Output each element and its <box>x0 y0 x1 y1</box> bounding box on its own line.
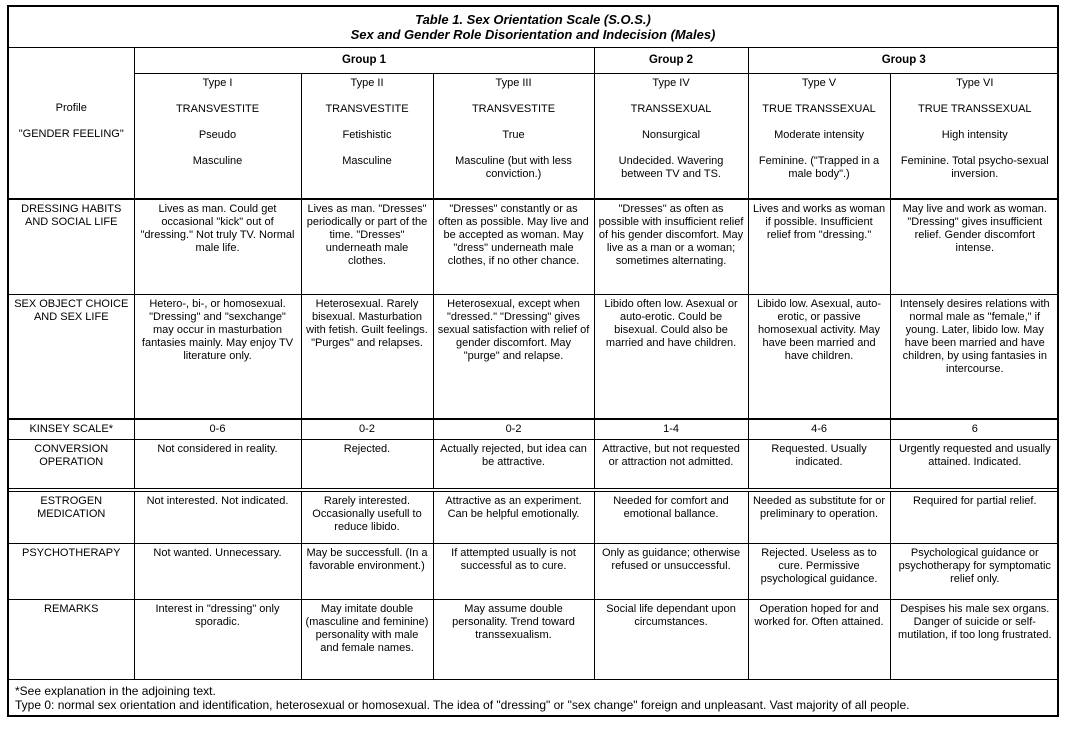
type-label: Type V <box>801 76 837 89</box>
table-title-line2: Sex and Gender Role Disorientation and Indecision (Males) <box>350 27 716 42</box>
type-label: Type IV <box>652 76 690 89</box>
table-cell: Despises his male sex organs. Danger of suicide or self-mutilation, if too long frustrated. <box>890 600 1059 679</box>
table-cell: Attractive, but not requested or attraction not admitted. <box>594 440 748 490</box>
profile-category: TRANSVESTITE <box>175 102 260 115</box>
table-cell: Heterosexual. Rarely bisexual. Masturbation with fetish. Guilt feelings. "Purges" and relapses. <box>301 294 433 419</box>
table-row-sex-object-choice <box>9 294 1059 419</box>
spacer <box>13 76 130 89</box>
gender-feeling: Feminine. Total psycho-sexual inversion. <box>900 154 1049 180</box>
table-row-kinsey-scale <box>9 419 1059 440</box>
table-cell: Hetero-, bi-, or homosexual. "Dressing" and "sexchange" may occur in masturbation fantasies mainly. May enjoy TV literature only. <box>134 294 301 419</box>
table-cell: May be successfull. (In a favorable environment.) <box>301 544 433 600</box>
table-cell: 4-6 <box>748 419 890 440</box>
table-cell: Rarely interested. Occasionally usefull to reduce libido. <box>301 490 433 544</box>
table-cell: Interest in "dressing" only sporadic. <box>134 600 301 679</box>
table-cell: Heterosexual, except when "dressed." "Dressing" gives sexual satisfaction with relief of gender discomfort. May "purge" and relapse. <box>433 294 594 419</box>
table-cell: Not wanted. Unnecessary. <box>134 544 301 600</box>
sos-table <box>9 48 1059 679</box>
table-cell: Requested. Usually indicated. <box>748 440 890 490</box>
table-cell: May live and work as woman. "Dressing" gives insufficient relief. Gender discomfort intense. <box>890 199 1059 294</box>
profile-subtype: Pseudo <box>198 128 237 141</box>
profile-subtype: Moderate intensity <box>774 128 864 141</box>
table-cell: Intensely desires relations with normal male as "female," if young. Later, libido low. May have been married and have children, by using fantasies in intercourse. <box>890 294 1059 419</box>
profile-subtype: High intensity <box>941 128 1008 141</box>
gender-feeling: Feminine. ("Trapped in a male body".) <box>758 154 880 180</box>
type-label: Type I <box>202 76 233 89</box>
row-label-kinsey-scale: KINSEY SCALE* <box>9 419 134 440</box>
table-cell: Only as guidance; otherwise refused or unsuccessful. <box>594 544 748 600</box>
table-cell: "Dresses" as often as possible with insufficient relief of his gender discomfort. May live as a man or a woman; sometimes alternating. <box>594 199 748 294</box>
gender-feeling: Masculine (but with less conviction.) <box>455 154 572 180</box>
table-cell: 0-2 <box>433 419 594 440</box>
row-label-psychotherapy: PSYCHOTHERAPY <box>9 544 134 600</box>
table-cell: Needed as substitute for or preliminary to operation. <box>748 490 890 544</box>
table-cell: Needed for comfort and emotional ballance. <box>594 490 748 544</box>
type-label: Type III <box>495 76 532 89</box>
profile-cell <box>433 73 594 199</box>
profile-category: TRANSSEXUAL <box>630 102 712 115</box>
gender-feeling-label: "GENDER FEELING" <box>18 128 124 140</box>
document-page <box>7 5 1059 717</box>
table-cell: Lives and works as woman if possible. Insufficient relief from "dressing." <box>748 199 890 294</box>
table-cell: Rejected. Useless as to cure. Permissive psychological guidance. <box>748 544 890 600</box>
footnote-line1: *See explanation in the adjoining text. <box>15 683 216 698</box>
table-cell: Libido low. Asexual, auto-erotic, or passive homosexual activity. May have been married and have children. <box>748 294 890 419</box>
table-cell: "Dresses" constantly or as often as possible. May live and be accepted as woman. May "dress" underneath male clothes, if no other chance. <box>433 199 594 294</box>
row-label-sex-object-choice: SEX OBJECT CHOICE AND SEX LIFE <box>9 294 134 419</box>
table-cell: Not interested. Not indicated. <box>134 490 301 544</box>
table-cell: Not considered in reality. <box>134 440 301 490</box>
table-cell: Rejected. <box>301 440 433 490</box>
table-cell: Required for partial relief. <box>890 490 1059 544</box>
table-cell: Lives as man. "Dresses" periodically or part of the time. "Dresses" underneath male clothes. <box>301 199 433 294</box>
table-cell: 0-6 <box>134 419 301 440</box>
table-cell: 1-4 <box>594 419 748 440</box>
profile-cell <box>890 73 1059 199</box>
row-label-estrogen-medication: ESTROGEN MEDICATION <box>9 490 134 544</box>
type-label: Type VI <box>956 76 994 89</box>
row-label-remarks: REMARKS <box>9 600 134 679</box>
group3-header: Group 3 <box>748 48 1059 73</box>
gender-feeling: Masculine <box>342 154 392 167</box>
table-cell: If attempted usually is not successful as to cure. <box>433 544 594 600</box>
table-cell: Actually rejected, but idea can be attractive. <box>433 440 594 490</box>
profile-category: TRUE TRANSSEXUAL <box>762 102 876 115</box>
table-row-remarks <box>9 600 1059 679</box>
table-cell: Psychological guidance or psychotherapy for symptomatic relief only. <box>890 544 1059 600</box>
profile-subtype: True <box>502 128 525 141</box>
profile-subtype: Nonsurgical <box>641 128 701 141</box>
table-cell: May assume double personality. Trend toward transsexualism. <box>433 600 594 679</box>
profile-cell <box>301 73 433 199</box>
table-title <box>9 7 1057 48</box>
profile-label: Profile <box>55 102 87 114</box>
table-cell: Libido often low. Asexual or auto-erotic. Could be bisexual. Could also be married and have children. <box>594 294 748 419</box>
table-cell: May imitate double (masculine and feminine) personality with male and female names. <box>301 600 433 679</box>
row-label-dressing-habits: DRESSING HABITS AND SOCIAL LIFE <box>9 199 134 294</box>
profile-category: TRUE TRANSSEXUAL <box>918 102 1032 115</box>
table-cell: Operation hoped for and worked for. Often attained. <box>748 600 890 679</box>
group-header-row <box>9 48 1059 73</box>
gender-feeling: Masculine <box>192 154 243 167</box>
table-cell: Lives as man. Could get occasional "kick" out of "dressing." Not truly TV. Normal male life. <box>134 199 301 294</box>
row-label-conversion-operation: CONVERSION OPERATION <box>9 440 134 490</box>
profile-cell <box>594 73 748 199</box>
table-row-dressing-habits <box>9 199 1059 294</box>
profile-category: TRANSVESTITE <box>325 102 409 115</box>
table-row-psychotherapy <box>9 544 1059 600</box>
type-label: Type II <box>350 76 384 89</box>
group2-header: Group 2 <box>594 48 748 73</box>
table-row-estrogen-medication <box>9 490 1059 544</box>
table-cell: 6 <box>890 419 1059 440</box>
profile-header-row <box>9 73 1059 199</box>
corner-cell <box>9 48 134 73</box>
profile-cell <box>748 73 890 199</box>
profile-cell <box>134 73 301 199</box>
table-cell: Attractive as an experiment. Can be helpful emotionally. <box>433 490 594 544</box>
gender-feeling: Undecided. Wavering between TV and TS. <box>618 154 724 180</box>
table-title-line1: Table 1. Sex Orientation Scale (S.O.S.) <box>415 12 651 27</box>
profile-subtype: Fetishistic <box>342 128 392 141</box>
table-cell: Urgently requested and usually attained. Indicated. <box>890 440 1059 490</box>
table-row-conversion-operation <box>9 440 1059 490</box>
profile-category: TRANSVESTITE <box>471 102 556 115</box>
footnotes <box>9 679 1057 716</box>
table-cell: 0-2 <box>301 419 433 440</box>
profile-row-label <box>9 73 134 199</box>
footnote-line2: Type 0: normal sex orientation and identification, heterosexual or homosexual. The idea of "dressing" or "sex change" foreign and unpleasant. Vast majority of all people. <box>15 697 910 712</box>
group1-header: Group 1 <box>134 48 594 73</box>
table-cell: Social life dependant upon circumstances. <box>594 600 748 679</box>
